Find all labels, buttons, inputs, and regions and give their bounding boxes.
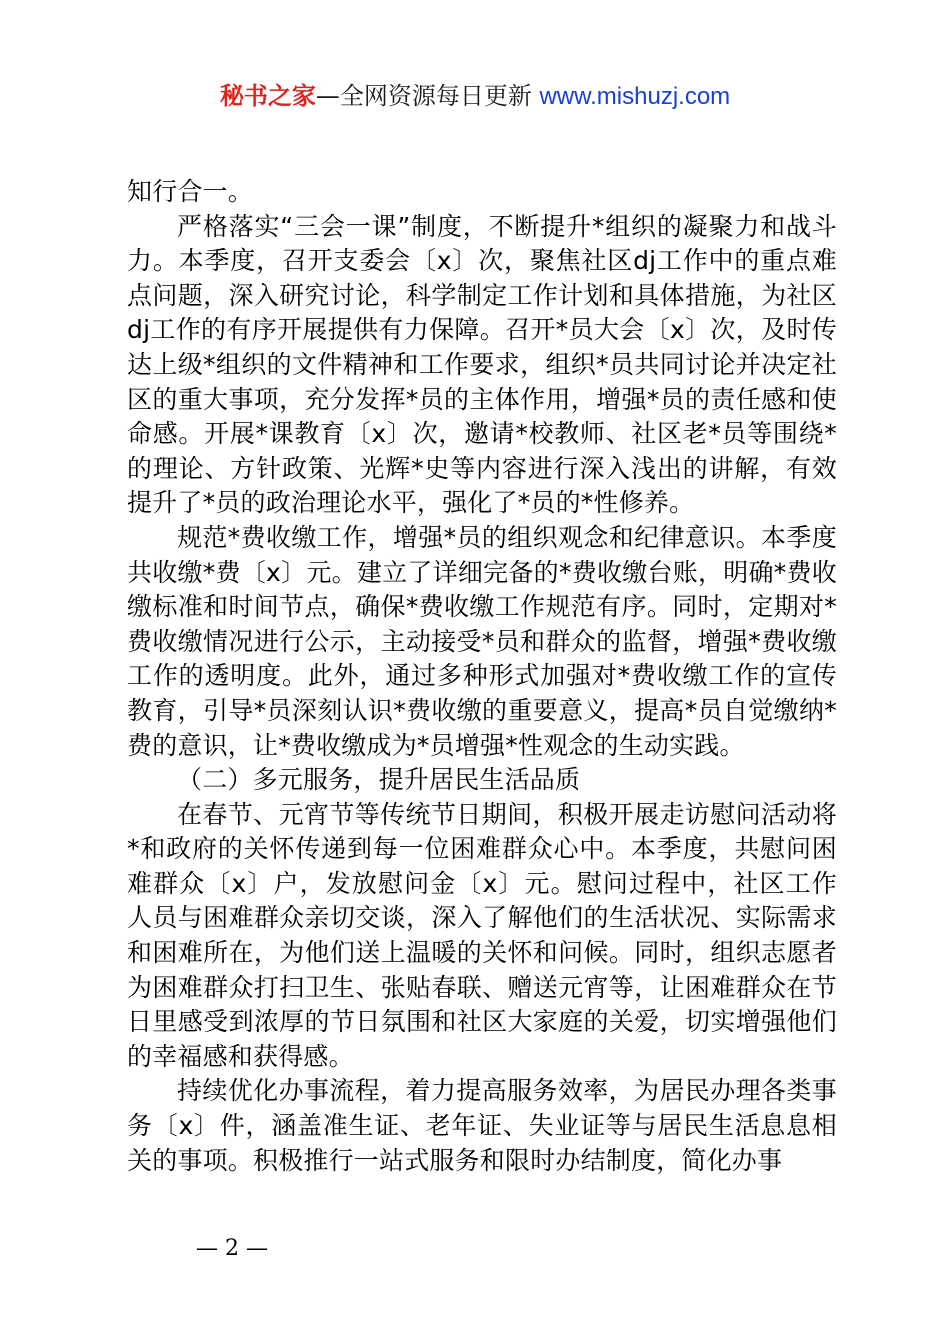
site-brand: 秘书之家 [219,82,316,110]
page-number: — 2 — [196,1236,268,1261]
site-slogan: —全网资源每日更新 [315,82,532,110]
paragraph-holiday-visits: 在春节、元宵节等传统节日期间，积极开展走访慰问活动将*和政府的关怀传递到每一位困难群众心中。本季度，共慰问困难群众〔x〕户，发放慰问金〔x〕元。慰问过程中，社区工作人员与困难群众亲切交谈，深入了解他们的生活状况、实际需求和困难所在，为他们送上温暖的关怀和问候。同时，组织志愿者为困难群众打扫卫生、张贴春联、赠送元宵等，让困难群众在节日里感受到浓厚的节日氛围和社区大家庭的关爱，切实增强他们的幸福感和获得感。 [127,799,837,1071]
paragraph-continuation: 知行合一。 [127,177,254,206]
document-body [127,175,837,1178]
paragraph-service-process: 持续优化办事流程，着力提高服务效率，为居民办理各类事务〔x〕件，涵盖准生证、老年证、失业证等与居民生活息息相关的事项。积极推行一站式服务和限时办结制度，简化办事 [127,1076,837,1175]
site-url[interactable]: www.mishuzj.com [539,83,731,110]
site-header [0,80,950,113]
paragraph-dues-collection: 规范*费收缴工作，增强*员的组织观念和纪律意识。本季度共收缴*费〔x〕元。建立了详细完备的*费收缴台账，明确*费收缴标准和时间节点，确保*费收缴工作规范有序。同时，定期对*费收缴情况进行公示，主动接受*员和群众的监督，增强*费收缴工作的透明度。此外，通过多种形式加强对*费收缴工作的宣传教育，引导*员深刻认识*费收缴的重要意义，提高*员自觉缴纳*费的意识，让*费收缴成为*员增强*性观念的生动实践。 [127,522,837,760]
section-heading: （二）多元服务，提升居民生活品质 [177,765,581,795]
paragraph-three-meetings: 严格落实“三会一课”制度，不断提升*组织的凝聚力和战斗力。本季度，召开支委会〔x〕次，聚焦社区dj工作中的重点难点问题，深入研究讨论，科学制定工作计划和具体措施，为社区dj工作的有序开展提供有力保障。召开*员大会〔x〕次，及时传达上级*组织的文件精神和工作要求，组织*员共同讨论并决定社区的重大事项，充分发挥*员的主体作用，增强*员的责任感和使命感。开展*课教育〔x〕次，邀请*校教师、社区老*员等围绕*的理论、方针政策、光辉*史等内容进行深入浅出的讲解，有效提升了*员的政治理论水平，强化了*员的*性修养。 [127,211,837,518]
